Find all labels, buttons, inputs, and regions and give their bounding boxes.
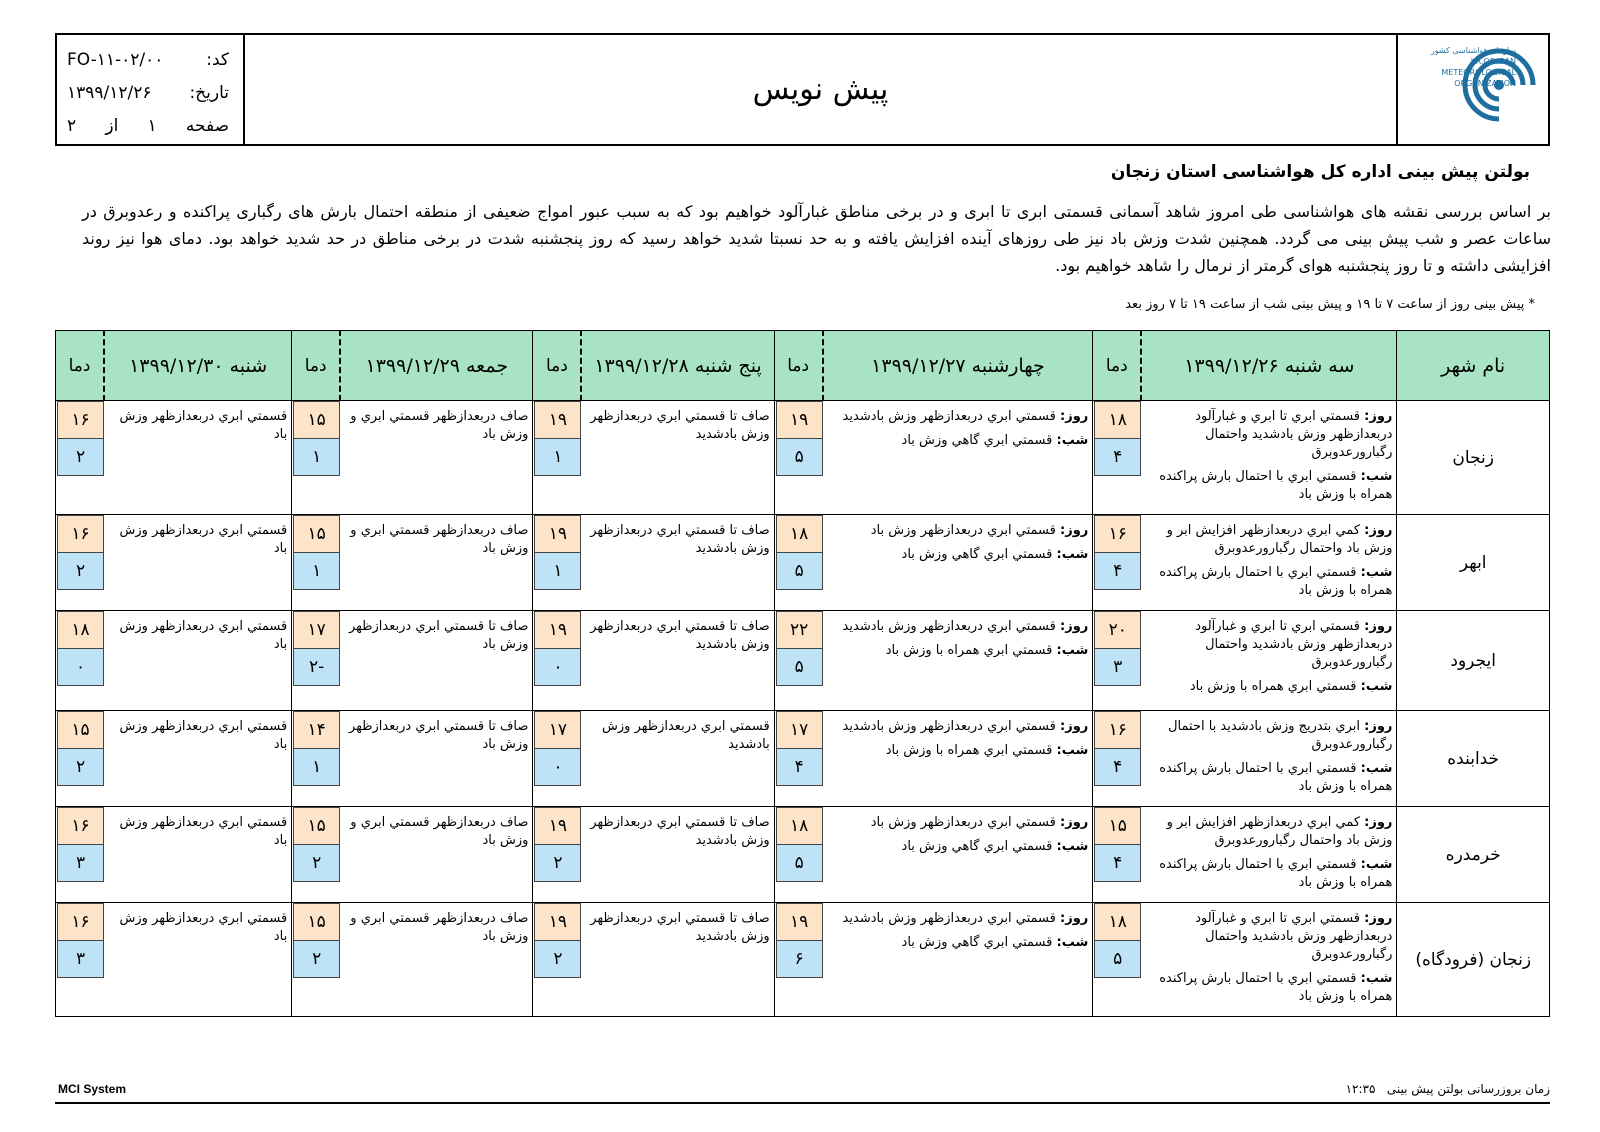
- min-temp: ۴: [1094, 438, 1141, 476]
- max-temp: ۱۶: [1094, 515, 1141, 553]
- forecast-cell: قسمتي ابري دربعدازظهر وزش باد: [104, 401, 292, 515]
- night-label: شب:: [1360, 679, 1393, 694]
- day-label: روز:: [1060, 911, 1089, 926]
- day-text: ابري بتدريج وزش بادشديد با احتمال رگبارورعدوبرق: [1168, 719, 1393, 752]
- forecast-cell: [823, 807, 1093, 903]
- night-label: شب:: [1360, 761, 1393, 776]
- forecast-cell: [823, 401, 1093, 515]
- max-temp: ۲۰: [1094, 611, 1141, 649]
- day-text: قسمتي ابري دربعدازظهر وزش بادشديد: [842, 619, 1056, 634]
- max-temp: ۱۶: [1094, 711, 1141, 749]
- min-temp: ۰: [57, 648, 104, 686]
- logo-cell: [1396, 35, 1548, 144]
- day-label: روز:: [1364, 619, 1393, 634]
- table-row: [56, 401, 1550, 515]
- min-temp: ۱: [293, 748, 340, 786]
- temp-column-header: دما: [292, 331, 340, 401]
- max-temp: ۱۸: [1094, 401, 1141, 439]
- max-temp: ۱۷: [776, 711, 823, 749]
- day-forecast: [827, 718, 1089, 736]
- day-forecast: [1145, 910, 1392, 964]
- page-row: [67, 109, 229, 142]
- footer-system: MCI System: [58, 1082, 127, 1096]
- max-temp: ۱۹: [534, 807, 581, 845]
- min-temp: ۴: [1094, 552, 1141, 590]
- min-temp: ۰: [534, 648, 581, 686]
- min-temp: ۲: [57, 748, 104, 786]
- code-label: کد:: [206, 49, 229, 70]
- max-temp: ۱۹: [776, 401, 823, 439]
- min-temp: ۱: [534, 552, 581, 590]
- min-temp: ۲: [293, 940, 340, 978]
- max-temp: ۱۴: [293, 711, 340, 749]
- forecast-cell: صاف دربعدازظهر قسمتي ابري و وزش باد: [340, 807, 533, 903]
- temperature-cell: [1093, 515, 1141, 611]
- forecast-cell: صاف تا قسمتي ابري دربعدازظهر وزش باد: [340, 711, 533, 807]
- temperature-cell: [56, 903, 105, 1017]
- forecast-cell: صاف دربعدازظهر قسمتي ابري و وزش باد: [340, 401, 533, 515]
- min-temp: ۲: [534, 940, 581, 978]
- max-temp: ۱۸: [776, 515, 823, 553]
- forecast-cell: صاف تا قسمتي ابري دربعدازظهر وزش بادشديد: [581, 401, 774, 515]
- page-current: ۱: [147, 115, 157, 136]
- min-temp: ۵: [776, 844, 823, 882]
- max-temp: ۱۵: [293, 903, 340, 941]
- night-forecast: [1145, 760, 1392, 796]
- min-temp: ۴: [776, 748, 823, 786]
- day-forecast: [1145, 718, 1392, 754]
- table-row: [56, 611, 1550, 711]
- night-text: قسمتي ابري گاهي وزش باد: [901, 547, 1053, 562]
- city-cell: ابهر: [1397, 515, 1550, 611]
- night-forecast: [827, 432, 1089, 450]
- day-text: قسمتي ابري دربعدازظهر وزش بادشديد: [842, 911, 1056, 926]
- day-text: قسمتي ابري دربعدازظهر وزش بادشديد: [842, 719, 1056, 734]
- night-label: شب:: [1056, 643, 1089, 658]
- max-temp: ۱۶: [57, 903, 104, 941]
- night-forecast: [827, 934, 1089, 952]
- day-forecast: [827, 910, 1089, 928]
- max-temp: ۱۹: [534, 611, 581, 649]
- temp-column-header: دما: [1093, 331, 1141, 401]
- temperature-cell: [292, 401, 340, 515]
- day-label: روز:: [1060, 523, 1089, 538]
- day5-column-header: شنبه ۱۳۹۹/۱۲/۳۰: [104, 331, 292, 401]
- min-temp: ۱: [293, 552, 340, 590]
- day-text: قسمتي ابري دربعدازظهر وزش باد: [870, 815, 1056, 830]
- city-cell: خدابنده: [1397, 711, 1550, 807]
- table-row: [56, 515, 1550, 611]
- forecast-cell: قسمتي ابري دربعدازظهر وزش باد: [104, 515, 292, 611]
- code-value: FO-۱۱-۰۲/۰۰: [67, 49, 164, 70]
- day-text: قسمتي ابري تا ابري و غبارآلود دربعدازظهر وزش بادشديد واحتمال رگبارورعدوبرق: [1195, 911, 1393, 962]
- day-forecast: [827, 408, 1089, 426]
- forecast-cell: صاف تا قسمتي ابري دربعدازظهر وزش بادشديد: [581, 903, 774, 1017]
- day-text: قسمتي ابري تا ابري و غبارآلود دربعدازظهر وزش بادشديد واحتمال رگبارورعدوبرق: [1195, 619, 1393, 670]
- temperature-cell: [292, 903, 340, 1017]
- night-text: قسمتي ابري گاهي وزش باد: [901, 935, 1053, 950]
- forecast-cell: [823, 611, 1093, 711]
- day-forecast: [827, 618, 1089, 636]
- table-row: [56, 711, 1550, 807]
- min-temp: ۵: [776, 552, 823, 590]
- max-temp: ۱۶: [57, 515, 104, 553]
- forecast-cell: [1141, 401, 1397, 515]
- temperature-cell: [774, 401, 822, 515]
- table-body: [56, 401, 1550, 1017]
- min-temp: ۵: [1094, 940, 1141, 978]
- temp-column-header: دما: [56, 331, 105, 401]
- night-label: شب:: [1056, 743, 1089, 758]
- night-label: شب:: [1360, 971, 1393, 986]
- day-text: قسمتي ابري تا ابري و غبارآلود دربعدازظهر وزش بادشديد واحتمال رگبارورعدوبرق: [1195, 409, 1393, 460]
- night-text: قسمتي ابري با احتمال بارش پراكنده همراه با وزش باد: [1159, 971, 1393, 1004]
- day-forecast: [827, 522, 1089, 540]
- forecast-cell: صاف تا قسمتي ابري دربعدازظهر وزش باد: [340, 611, 533, 711]
- night-forecast: [1145, 856, 1392, 892]
- temperature-cell: [533, 807, 581, 903]
- forecast-table: [55, 330, 1550, 1017]
- forecast-cell: قسمتي ابري دربعدازظهر وزش باد: [104, 611, 292, 711]
- forecast-cell: [1141, 711, 1397, 807]
- min-temp: ۳: [57, 844, 104, 882]
- forecast-cell: [823, 515, 1093, 611]
- forecast-cell: صاف دربعدازظهر قسمتي ابري و وزش باد: [340, 903, 533, 1017]
- temperature-cell: [1093, 807, 1141, 903]
- temperature-cell: [292, 807, 340, 903]
- table-header-row: [56, 331, 1550, 401]
- day3-column-header: پنج شنبه ۱۳۹۹/۱۲/۲۸: [581, 331, 774, 401]
- max-temp: ۱۷: [534, 711, 581, 749]
- max-temp: ۱۵: [57, 711, 104, 749]
- max-temp: ۱۵: [293, 515, 340, 553]
- code-row: [67, 43, 229, 76]
- forecast-cell: صاف تا قسمتي ابري دربعدازظهر وزش بادشديد: [581, 515, 774, 611]
- night-text: قسمتي ابري با احتمال بارش پراكنده همراه با وزش باد: [1159, 857, 1393, 890]
- update-label: زمان بروزرسانی بولتن پیش بینی: [1386, 1082, 1550, 1096]
- max-temp: ۱۹: [534, 401, 581, 439]
- min-temp: ۵: [776, 438, 823, 476]
- night-label: شب:: [1056, 433, 1089, 448]
- max-temp: ۱۶: [57, 807, 104, 845]
- night-text: قسمتي ابري همراه با وزش باد: [885, 743, 1053, 758]
- city-cell: زنجان (فرودگاه): [1397, 903, 1550, 1017]
- night-forecast: [827, 642, 1089, 660]
- temperature-cell: [533, 515, 581, 611]
- min-temp: ۱: [293, 438, 340, 476]
- temperature-cell: [292, 515, 340, 611]
- day-label: روز:: [1364, 523, 1393, 538]
- temperature-cell: [533, 401, 581, 515]
- day-label: روز:: [1060, 815, 1089, 830]
- min-temp: ۲: [293, 844, 340, 882]
- footer-update: [1346, 1082, 1550, 1096]
- bulletin-title: بولتن پیش بینی اداره کل هواشناسی استان زنجان: [1110, 162, 1530, 182]
- night-text: قسمتي ابري با احتمال بارش پراكنده همراه با وزش باد: [1159, 565, 1393, 598]
- night-forecast: [1145, 468, 1392, 504]
- page-label: صفحه: [185, 115, 229, 136]
- night-text: قسمتي ابري با احتمال بارش پراكنده همراه با وزش باد: [1159, 469, 1393, 502]
- temperature-cell: [774, 807, 822, 903]
- city-cell: خرمدره: [1397, 807, 1550, 903]
- night-label: شب:: [1360, 857, 1393, 872]
- night-label: شب:: [1056, 839, 1089, 854]
- temperature-cell: [1093, 711, 1141, 807]
- date-row: [67, 76, 229, 109]
- min-temp: ۳: [1094, 648, 1141, 686]
- min-temp: ۲: [534, 844, 581, 882]
- min-temp: ۴: [1094, 748, 1141, 786]
- max-temp: ۱۶: [57, 401, 104, 439]
- max-temp: ۱۹: [534, 903, 581, 941]
- night-forecast: [827, 742, 1089, 760]
- night-text: قسمتي ابري گاهي وزش باد: [901, 839, 1053, 854]
- night-text: قسمتي ابري با احتمال بارش پراكنده همراه با وزش باد: [1159, 761, 1393, 794]
- forecast-cell: قسمتي ابري دربعدازظهر وزش بادشديد: [581, 711, 774, 807]
- day4-column-header: جمعه ۱۳۹۹/۱۲/۲۹: [340, 331, 533, 401]
- day-label: روز:: [1364, 409, 1393, 424]
- night-forecast: [827, 546, 1089, 564]
- night-forecast: [1145, 970, 1392, 1006]
- page-of: از: [105, 115, 119, 136]
- day-text: قسمتي ابري دربعدازظهر وزش بادشديد: [842, 409, 1056, 424]
- day1-column-header: سه شنبه ۱۳۹۹/۱۲/۲۶: [1141, 331, 1397, 401]
- temperature-cell: [774, 711, 822, 807]
- footer-divider: [55, 1102, 1550, 1104]
- min-temp: ۲: [57, 552, 104, 590]
- document-header: [55, 33, 1550, 146]
- logo-caption: سازمان هواشناسی کشور I.R.OF IRAN METEOROLOGICAL ORGANIZATION: [1430, 46, 1516, 88]
- temperature-cell: [1093, 611, 1141, 711]
- max-temp: ۱۵: [1094, 807, 1141, 845]
- forecast-cell: قسمتي ابري دربعدازظهر وزش باد: [104, 903, 292, 1017]
- night-label: شب:: [1056, 935, 1089, 950]
- day-label: روز:: [1364, 911, 1393, 926]
- max-temp: ۱۸: [776, 807, 823, 845]
- city-column-header: نام شهر: [1397, 331, 1550, 401]
- night-text: قسمتي ابري همراه با وزش باد: [1189, 679, 1357, 694]
- temperature-cell: [774, 515, 822, 611]
- forecast-cell: صاف تا قسمتي ابري دربعدازظهر وزش بادشديد: [581, 807, 774, 903]
- temperature-cell: [1093, 903, 1141, 1017]
- city-cell: زنجان: [1397, 401, 1550, 515]
- day-label: روز:: [1060, 719, 1089, 734]
- bulletin-body: بر اساس بررسی نقشه های هواشناسی طی امروز شاهد آسمانی قسمتی ابری تا ابری و در برخی مناطق غبارآلود خواهیم بود که به سبب عبور امواج ضعیفی از منطقه احتمال بارش های رگباری پراکنده و رعدوبرق در ساعات عصر و شب پیش بینی می گردد. همچنین شدت وزش باد نیز طی روزهای آینده افزایش یافته و به حد نسبتا شدید خواهد رسید که روز پنجشنبه شدت در برخی مناطق در حد شدید خواهد بود. دمای هوا نیز روند افزایشی داشته و تا روز پنجشنبه هوای گرمتر از نرمال را شاهد خواهیم بود.: [82, 202, 1551, 275]
- temp-column-header: دما: [533, 331, 581, 401]
- forecast-time-note: * پیش بینی روز از ساعت ۷ تا ۱۹ و پیش بینی شب از ساعت ۱۹ تا ۷ روز بعد: [1125, 297, 1535, 312]
- day-forecast: [1145, 814, 1392, 850]
- temperature-cell: [292, 611, 340, 711]
- temperature-cell: [533, 711, 581, 807]
- temperature-cell: [533, 903, 581, 1017]
- day-forecast: [1145, 522, 1392, 558]
- min-temp: ۴: [1094, 844, 1141, 882]
- forecast-cell: قسمتي ابري دربعدازظهر وزش باد: [104, 807, 292, 903]
- night-forecast: [1145, 564, 1392, 600]
- table-row: [56, 807, 1550, 903]
- date-value: ۱۳۹۹/۱۲/۲۶: [67, 82, 152, 103]
- night-label: شب:: [1360, 565, 1393, 580]
- temperature-cell: [56, 711, 105, 807]
- document-meta: [57, 35, 245, 144]
- max-temp: ۱۸: [57, 611, 104, 649]
- min-temp: ۶: [776, 940, 823, 978]
- forecast-cell: [1141, 903, 1397, 1017]
- temperature-cell: [56, 611, 105, 711]
- page-title: پیش نویس: [752, 72, 889, 107]
- max-temp: ۲۲: [776, 611, 823, 649]
- max-temp: ۱۵: [293, 807, 340, 845]
- day-label: روز:: [1364, 719, 1393, 734]
- page-total: ۲: [67, 115, 77, 136]
- day-text: كمي ابري دربعدازظهر افزايش ابر و وزش باد واحتمال رگبارورعدوبرق: [1166, 523, 1393, 556]
- night-forecast: [827, 838, 1089, 856]
- min-temp: ۵: [776, 648, 823, 686]
- max-temp: ۱۷: [293, 611, 340, 649]
- forecast-cell: [823, 711, 1093, 807]
- temperature-cell: [774, 611, 822, 711]
- forecast-cell: [1141, 611, 1397, 711]
- night-label: شب:: [1056, 547, 1089, 562]
- forecast-cell: [1141, 807, 1397, 903]
- forecast-cell: [1141, 515, 1397, 611]
- temp-column-header: دما: [774, 331, 822, 401]
- min-temp: ۲: [57, 438, 104, 476]
- max-temp: ۱۵: [293, 401, 340, 439]
- day-label: روز:: [1364, 815, 1393, 830]
- day-label: روز:: [1060, 619, 1089, 634]
- temperature-cell: [56, 807, 105, 903]
- update-time: ۱۲:۳۵: [1345, 1082, 1376, 1096]
- max-temp: ۱۹: [534, 515, 581, 553]
- day2-column-header: چهارشنبه ۱۳۹۹/۱۲/۲۷: [823, 331, 1093, 401]
- night-text: قسمتي ابري گاهي وزش باد: [901, 433, 1053, 448]
- day-forecast: [1145, 408, 1392, 462]
- min-temp: -۲: [293, 648, 340, 686]
- max-temp: ۱۸: [1094, 903, 1141, 941]
- day-label: روز:: [1060, 409, 1089, 424]
- night-forecast: [1145, 678, 1392, 696]
- day-forecast: [827, 814, 1089, 832]
- temperature-cell: [292, 711, 340, 807]
- date-label: تاریخ:: [189, 82, 229, 103]
- day-forecast: [1145, 618, 1392, 672]
- temperature-cell: [1093, 401, 1141, 515]
- night-text: قسمتي ابري همراه با وزش باد: [885, 643, 1053, 658]
- temperature-cell: [56, 401, 105, 515]
- day-text: قسمتي ابري دربعدازظهر وزش باد: [870, 523, 1056, 538]
- forecast-cell: قسمتي ابري دربعدازظهر وزش باد: [104, 711, 292, 807]
- forecast-cell: صاف دربعدازظهر قسمتي ابري و وزش باد: [340, 515, 533, 611]
- table-row: [56, 903, 1550, 1017]
- forecast-cell: [823, 903, 1093, 1017]
- city-cell: ايجرود: [1397, 611, 1550, 711]
- temperature-cell: [774, 903, 822, 1017]
- day-text: كمي ابري دربعدازظهر افزايش ابر و وزش باد واحتمال رگبارورعدوبرق: [1166, 815, 1393, 848]
- max-temp: ۱۹: [776, 903, 823, 941]
- forecast-cell: صاف تا قسمتي ابري دربعدازظهر وزش بادشديد: [581, 611, 774, 711]
- temperature-cell: [533, 611, 581, 711]
- min-temp: ۱: [534, 438, 581, 476]
- night-label: شب:: [1360, 469, 1393, 484]
- min-temp: ۰: [534, 748, 581, 786]
- temperature-cell: [56, 515, 105, 611]
- min-temp: ۳: [57, 940, 104, 978]
